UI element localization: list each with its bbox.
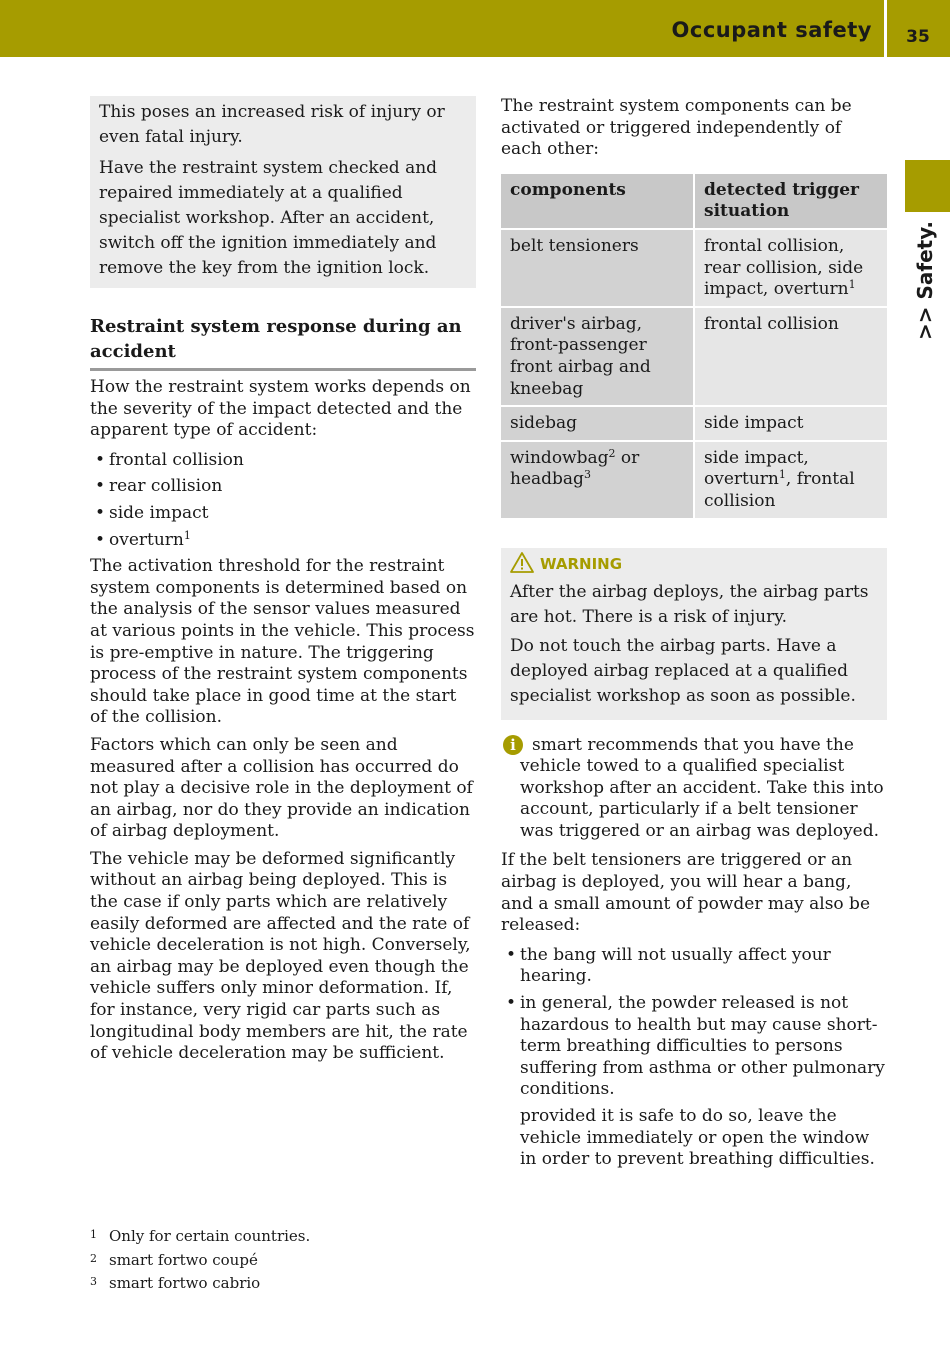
bang-paragraph: If the belt tensioners are triggered or an airbag is deployed, you will hear a bang, and a small amount of powder may also be released: [501, 850, 871, 936]
table-header: detected trigger situation [694, 174, 887, 229]
header-title: Occupant safety [671, 18, 872, 42]
table-row [501, 441, 887, 519]
warning-title: WARNING [540, 554, 623, 573]
box-paragraph: This poses an increased risk of injury or even fatal injury. [99, 102, 445, 147]
header-divider [884, 0, 887, 57]
warning-paragraph: Do not touch the airbag parts. Have a deployed airbag replaced at a qualified specialist workshop as soon as possible. [510, 635, 856, 706]
warning-paragraph: After the airbag deploys, the airbag parts are hot. There is a risk of injury. [510, 581, 869, 627]
table-cell: side impact, overturn$^1$, frontal collision [694, 441, 887, 519]
table-cell: side impact [694, 406, 887, 441]
page-header [0, 0, 950, 57]
list-item: • the bang will not usually affect your hearing. [501, 945, 887, 988]
table-cell: frontal collision [694, 307, 887, 406]
table-header-row [501, 174, 887, 229]
list-item: • side impact [90, 503, 476, 525]
table-row [501, 307, 887, 406]
threshold-paragraph: The activation threshold for the restraint system components is determined based on the analysis of the sensor values measured at various points in the vehicle. This process is pre-emptive in nature. The triggering process of the restraint system components should take place in good time at the start of the collision. [90, 556, 475, 728]
right-column [501, 96, 887, 1171]
warning-triangle-icon [510, 552, 534, 573]
info-text: smart recommends that you have the vehicle towed to a qualified specialist workshop after an accident. Take this into account, particularly if a belt tensioner was triggered or an airbag was deployed. [520, 734, 884, 841]
list-item: • in general, the powder released is not hazardous to health but may cause short-term breathing difficulties to persons suffering from asthma or other pulmonary conditions. [501, 993, 887, 1101]
side-tab-label: >> Safety. [913, 220, 937, 340]
deformation-paragraph: The vehicle may be deformed significantly without an airbag being deployed. This is the case if only parts which are relatively easily deformed are affected and the rate of vehicle deceleration is not high. Conversely, an airbag may be deployed even though the vehicle suffers only minor deformation. If, for instance, very rigid car parts such as longitudinal body members are hit, the rate of vehicle deceleration may be sufficient. [90, 848, 471, 1064]
table-cell: belt tensioners [501, 229, 694, 307]
footnotes [90, 1225, 490, 1296]
table-header: components [501, 174, 694, 229]
warning-heading [510, 552, 878, 576]
table-cell: driver's airbag, front-passenger front airbag and kneebag [501, 307, 694, 406]
warning-box [501, 548, 887, 720]
accident-type-list [90, 450, 476, 551]
intro-paragraph: How the restraint system works depends on the severity of the impact detected and the apparent type of accident: [90, 377, 471, 441]
side-tab-marker [905, 160, 950, 212]
footnote: 1 Only for certain countries. [90, 1227, 311, 1245]
list-item: • rear collision [90, 476, 476, 498]
table-cell: sidebag [501, 406, 694, 441]
left-column [90, 96, 476, 1065]
intro-paragraph: The restraint system components can be activated or triggered independently of each other: [501, 96, 852, 160]
info-note [501, 735, 887, 843]
page-number: 35 [906, 27, 930, 47]
table-row [501, 406, 887, 441]
footnote: 3 smart fortwo cabrio [90, 1274, 261, 1292]
table-cell: frontal collision, rear collision, side impact, overturn$^1$ [694, 229, 887, 307]
list-item: • frontal collision [90, 450, 476, 472]
action-paragraph: provided it is safe to do so, leave the vehicle immediately or open the window in order to prevent breathing difficulties. [520, 1106, 875, 1170]
section-heading: Restraint system response during an accident [90, 314, 476, 371]
table-row [501, 229, 887, 307]
footnote-ref: 1 [183, 528, 191, 542]
components-table [501, 174, 887, 520]
factors-paragraph: Factors which can only be seen and measured after a collision has occurred do not play a decisive role in the deployment of an airbag, nor do they provide an indication of airbag deployment. [90, 734, 473, 842]
list-item: • overturn$^1$ [90, 530, 476, 552]
footnote: 2 smart fortwo coupé [90, 1250, 258, 1269]
effects-list [501, 945, 887, 1101]
caution-continued-box [90, 96, 476, 288]
box-paragraph: Have the restraint system checked and repaired immediately at a qualified specialist workshop. After an accident, switch off the ignition immediately and remove the key from the ignition lock. [99, 158, 438, 278]
table-cell: windowbag$^2$ or headbag$^3$ [501, 441, 694, 519]
info-icon: i [503, 735, 523, 755]
